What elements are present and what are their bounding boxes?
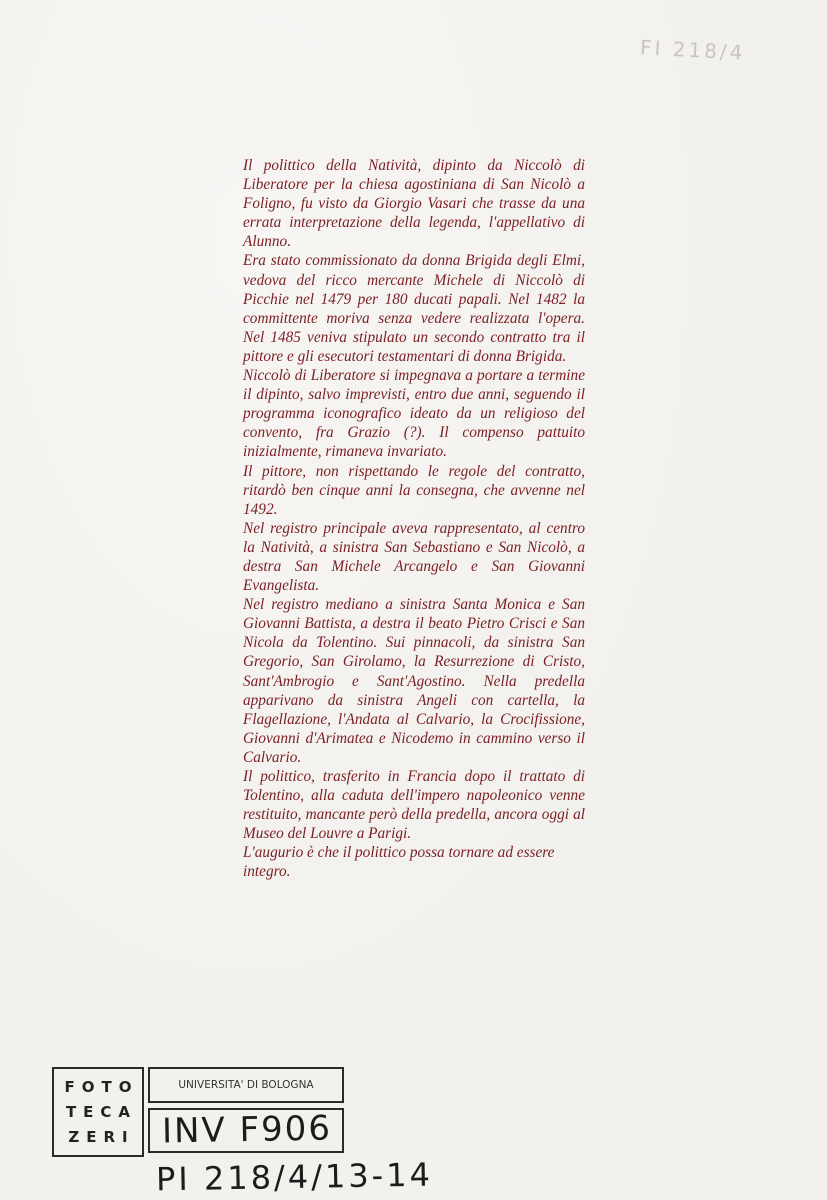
paragraph: L'augurio è che il polittico possa tornare ad essere integro. [243, 844, 555, 881]
paragraph: Il polittico, trasferito in Francia dopo il trattato di Tolentino, alla caduta dell'impero napoleonico venne restituito, mancante però della predella, ancora oggi al Museo del Louvre a Parigi. [243, 768, 585, 843]
paragraph: Il polittico della Natività, dipinto da Niccolò di Liberatore per la chiesa agostiniana di San Nicolò a Foligno, fu visto da Giorgio Vasari che trasse da una errata interpretazione della legenda, l'appellativo di Alunno. [243, 157, 585, 251]
stamp-line: ZERI [68, 1127, 135, 1146]
inventory-number: INV F906 [161, 1108, 333, 1152]
body-text [243, 156, 585, 882]
university-stamp: UNIVERSITA' DI BOLOGNA [148, 1067, 344, 1103]
stamp-line: FOTO [64, 1078, 139, 1097]
paragraph: Il pittore, non rispettando le regole del contratto, ritardò ben cinque anni la consegna, che avvenne nel 1492. [243, 462, 585, 518]
pencil-corner-mark: FI 218/4 [639, 35, 746, 65]
paragraph: Nel registro mediano a sinistra Santa Monica e San Giovanni Battista, a destra il beato Pietro Crisci e San Nicola da Tolentino. Sui pinnacoli, da sinistra San Gregorio, San Girolamo, la Resurrezione di Cristo, Sant'Ambrogio e Sant'Agostino. Nella predella apparivano da sinistra Angeli con cartella, la Flagellazione, l'Andata al Calvario, la Crocifissione, Giovanni d'Arimatea e Nicodemo in cammino verso il Calvario. [243, 596, 585, 766]
stamp-line: TECA [65, 1102, 138, 1121]
paragraph: Era stato commissionato da donna Brigida degli Elmi, vedova del ricco mercante Michele di Niccolò di Picchie nel 1479 per 180 ducati papali. Nel 1482 la committente moriva senza vedere realizzata l'opera. Nel 1485 veniva stipulato un secondo contratto tra il pittore e gli esecutori testamentari di donna Brigida. [243, 252, 585, 365]
handwritten-reference: PI 218/4/13-14 [155, 1155, 434, 1199]
paragraph: Niccolò di Liberatore si impegnava a portare a termine il dipinto, salvo imprevisti, entro due anni, seguendo il programma iconografico ideato da un religioso del convento, fra Grazio (?). Il compenso pattuito inizialmente, rimaneva invariato. [243, 367, 585, 461]
paragraph: Nel registro principale aveva rappresentato, al centro la Natività, a sinistra San Sebastiano e San Nicolò, a destra San Michele Arcangelo e San Giovanni Evangelista. [243, 519, 585, 595]
fototeca-zeri-stamp [52, 1067, 144, 1157]
